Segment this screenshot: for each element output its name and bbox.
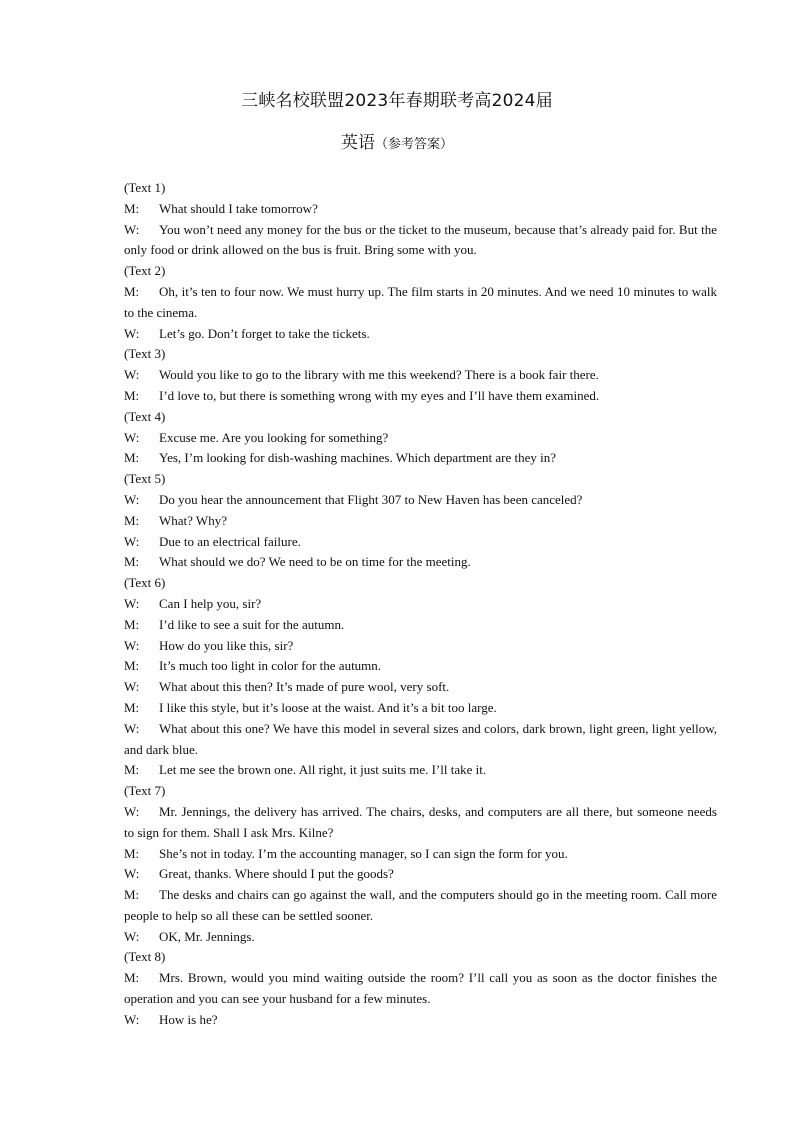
dialogue-line [93,615,717,636]
speaker-label: W: [124,367,140,383]
dialogue-line [93,844,717,865]
dialogue-line [93,552,717,573]
speaker-label: M: [124,200,140,216]
dialogue-line [93,220,717,262]
dialogue-text: I’d like to see a suit for the autumn. [159,616,345,632]
dialogue-line [93,594,717,615]
dialogue-text: Mrs. Brown, would you mind waiting outside the room? I’ll call you as soon as the doctor finishes the operation and you can see your husband for a few minutes. [124,970,717,1007]
text-number-label: (Text 3) [124,346,166,362]
speaker-label: M: [124,512,140,528]
dialogue-line [93,199,717,220]
dialogue-line [93,490,717,511]
dialogue-text: Let’s go. Don’t forget to take the tickets. [159,325,370,341]
text-number-label: (Text 6) [124,575,166,591]
text-number-label: (Text 4) [124,408,166,424]
speaker-label: M: [124,699,140,715]
speaker-label: M: [124,845,140,861]
speaker-label: W: [124,429,140,445]
speaker-label: W: [124,491,140,507]
dialogue-line [93,968,717,1010]
speaker-label: W: [124,928,140,944]
dialogue-line [93,511,717,532]
dialogue-text: Do you hear the announcement that Flight 307 to New Haven has been canceled? [159,491,583,507]
dialogue-text: What should I take tomorrow? [159,200,318,216]
dialogue-line [93,656,717,677]
transcript-body [93,178,717,1031]
dialogue-line [93,282,717,324]
dialogue-line [93,365,717,386]
dialogue-text: You won’t need any money for the bus or the ticket to the museum, because that’s already paid for. But the only food or drink allowed on the bus is fruit. Bring some with you. [124,221,717,258]
speaker-label: M: [124,450,140,466]
answer-key-label: （参考答案） [374,137,453,152]
speaker-label: W: [124,533,140,549]
dialogue-text: Excuse me. Are you looking for something? [159,429,389,445]
text-number-label: (Text 5) [124,471,166,487]
dialogue-text: Can I help you, sir? [159,595,262,611]
dialogue-line [93,698,717,719]
dialogue-text: She’s not in today. I’m the accounting manager, so I can sign the form for you. [159,845,568,861]
dialogue-line [93,636,717,657]
dialogue-line [93,1010,717,1031]
dialogue-line [93,802,717,844]
dialogue-text: Would you like to go to the library with me this weekend? There is a book fair there. [159,367,599,383]
text-number-label: (Text 8) [124,949,166,965]
dialogue-line [93,386,717,407]
text-number-label: (Text 2) [124,263,166,279]
dialogue-text: What about this then? It’s made of pure wool, very soft. [159,679,450,695]
speaker-label: M: [124,283,140,299]
speaker-label: M: [124,762,140,778]
dialogue-text: The desks and chairs can go against the wall, and the computers should go in the meeting room. Call more people to help so all these can be settled sooner. [124,887,717,923]
speaker-label: M: [124,616,140,632]
dialogue-line [93,448,717,469]
dialogue-line [93,428,717,449]
speaker-label: W: [124,325,140,341]
dialogue-text: Yes, I’m looking for dish-washing machines. Which department are they in? [159,450,557,466]
dialogue-line [93,677,717,698]
dialogue-line [93,532,717,553]
text-number-label: (Text 7) [124,783,166,799]
text-number-label: (Text 1) [124,180,166,195]
dialogue-text: What should we do? We need to be on time for the meeting. [159,554,471,570]
speaker-label: W: [124,221,140,237]
speaker-label: W: [124,637,140,653]
subject-label: 英语 [340,133,375,153]
dialogue-text: How do you like this, sir? [159,637,294,653]
speaker-label: W: [124,803,140,819]
page-subtitle [0,128,794,153]
dialogue-text: I like this style, but it’s loose at the waist. And it’s a bit too large. [159,699,497,715]
speaker-label: M: [124,387,140,403]
speaker-label: M: [124,554,140,570]
dialogue-text: What about this one? We have this model in several sizes and colors, dark brown, light green, light yellow, and dark blue. [124,720,717,757]
dialogue-text: Oh, it’s ten to four now. We must hurry up. The film starts in 20 minutes. And we need 10 minutes to walk to the cinema. [124,283,717,320]
dialogue-text: I’d love to, but there is something wrong with my eyes and I’ll have them examined. [159,387,600,403]
dialogue-text: Due to an electrical failure. [159,533,301,549]
speaker-label: W: [124,679,140,695]
page-title: 三峡名校联盟2023年春期联考高2024届 [241,91,553,111]
dialogue-line [93,864,717,885]
dialogue-text: What? Why? [159,512,227,528]
dialogue-line [93,324,717,345]
speaker-label: W: [124,595,140,611]
dialogue-text: Mr. Jennings, the delivery has arrived. The chairs, desks, and computers are all there, but someone needs to sign for them. Shall I ask Mrs. Kilne? [124,803,717,840]
dialogue-text: OK, Mr. Jennings. [159,928,255,944]
dialogue-text: It’s much too light in color for the autumn. [159,658,382,674]
speaker-label: W: [124,1011,140,1027]
dialogue-line [93,760,717,781]
dialogue-line [93,719,717,761]
speaker-label: W: [124,720,140,736]
speaker-label: M: [124,887,140,903]
dialogue-line [93,885,717,927]
dialogue-text: How is he? [159,1011,218,1027]
dialogue-line [93,927,717,948]
speaker-label: W: [124,866,140,882]
dialogue-text: Let me see the brown one. All right, it just suits me. I’ll take it. [159,762,487,778]
speaker-label: M: [124,970,140,986]
dialogue-text: Great, thanks. Where should I put the goods? [159,866,394,882]
speaker-label: M: [124,658,140,674]
